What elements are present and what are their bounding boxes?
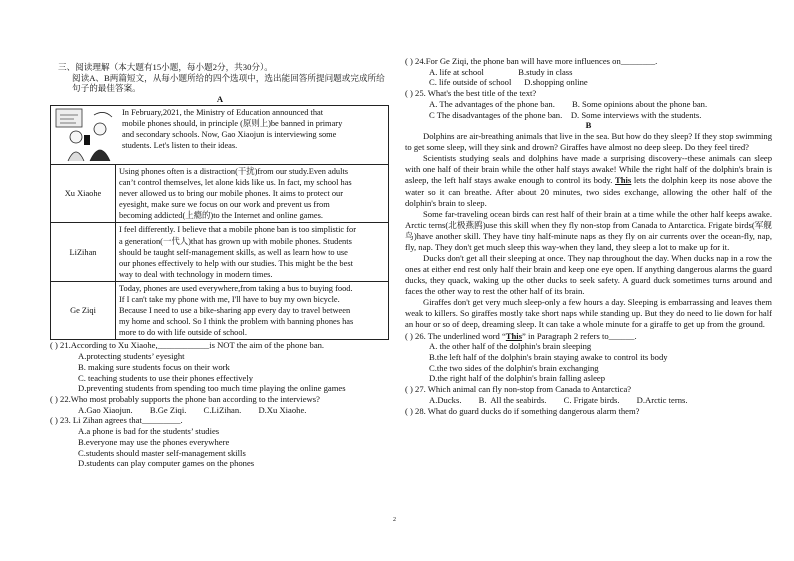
passage-b-paragraph-4: Ducks don't get all their sleeping at once. They nap throughout the day. When ducks nap in a row the ones at either end rest only half their brain and keep one eye open. If anything dangerous alarms the guard ducks, they quack, waking up the other ducks to seek safety. A guard duck sometimes turns around and faces the other way to rest the other half of its brain.	[405, 253, 772, 297]
option: C The disadvantages of the phone ban. D. Some interviews with the students.	[429, 109, 702, 120]
table-row	[51, 164, 389, 222]
option: B. making sure students focus on their work	[78, 361, 230, 372]
text-line: If I can't take my phone with me, I'll have to buy my own bicycle.	[119, 294, 340, 304]
intro-line-3: and secondary schools. Now, Gao Xiaojun is interviewing some	[122, 130, 337, 140]
page-number: 2	[393, 517, 396, 523]
text-line: Because I need to use a bike-sharing app every day to travel between	[119, 306, 351, 316]
stem-part: ( ) 26. The underlined word “	[405, 330, 506, 341]
option: C. teaching students to use their phones effectively	[78, 372, 254, 383]
option: D.preventing students from spending too much time playing the online games	[78, 383, 346, 394]
text-line: more to do with life outside of school.	[119, 328, 247, 338]
question-stem: ( ) 22.Who most probably supports the phone ban according to the interviews?	[50, 394, 320, 405]
question-23	[50, 415, 390, 469]
question-stem: ( ) 21.According to Xu Xiaohe,____________is NOT the aim of the phone ban.	[50, 340, 325, 351]
intro-line-4: students. Let's listen to their ideas.	[122, 141, 238, 151]
speaker-name: Xu Xiaohe	[51, 164, 116, 222]
intro-line-2: mobile phones should, in principle (原则上)be banned in primary	[122, 119, 343, 129]
passage-b-paragraph-5: Giraffes don't get very much sleep-only a few hours a day. Sleeping is embarrassing and leaves them weak to killers. So giraffes mostly take short naps while standing up. But they do need to lie down for half an hour or so of deep, dreaming sleep. It can take a whole minute for a giraffe to get up from the ground.	[405, 297, 772, 330]
intro-cell	[51, 105, 389, 164]
question-stem	[405, 331, 772, 342]
interview-illustration-icon	[54, 107, 118, 163]
option: C.the two sides of the dolphin's brain exchanging	[429, 362, 599, 373]
question-stem: ( ) 24.For Ge Ziqi, the phone ban will have more influences on________.	[405, 56, 658, 66]
table-row	[51, 223, 389, 281]
option: A. the other half of the dolphin's brain sleeping	[429, 341, 592, 352]
question-24	[405, 56, 772, 88]
question-22	[50, 394, 390, 415]
question-stem: ( ) 28. What do guard ducks do if something dangerous alarm them?	[405, 405, 640, 416]
option: A.Ducks. B. All the seabirds. C. Frigate birds. D.Arctic terns.	[429, 394, 688, 405]
text-line: our phones effectively to help with our studies. This might be the best	[119, 258, 353, 268]
question-stem: ( ) 27. Which animal can fly non-stop from Canada to Antarctica?	[405, 384, 632, 395]
right-column	[405, 56, 772, 416]
text-line: never allowed us to bring our mobile phones. It aims to protect our	[119, 189, 343, 199]
section-instruction: 阅读A、B两篇短文，从每小题所给的四个选项中，选出能回答所提问题或完成所给句子的最佳答案。	[72, 72, 385, 94]
text-line: my home and school. So I think the problem with banning phones has	[119, 317, 354, 327]
option: A.protecting students’ eyesight	[78, 351, 185, 362]
left-column	[50, 62, 390, 469]
text-line: becoming addicted(上瘾的)to the Internet and online games.	[119, 211, 323, 221]
text-line: Today, phones are used everywhere,from taking a bus to buying food.	[119, 283, 353, 293]
question-26	[405, 331, 772, 385]
speaker-text	[116, 281, 389, 339]
passage-a-label: A	[216, 94, 224, 105]
option: D.the right half of the dolphin's brain falling asleep	[429, 373, 606, 384]
option: C.students should master self-management skills	[78, 447, 246, 458]
option: A. The advantages of the phone ban. B. Some opinions about the phone ban.	[429, 98, 708, 109]
paragraph-2-text-cont: lets the dolphin keep its nose above the water so it can breathe. After about 20 minutes, two sides exchange, allowing the other half of the dolphin's brain to sleep.	[405, 175, 772, 208]
speaker-name: LiZihan	[51, 223, 116, 281]
speaker-text	[116, 223, 389, 281]
paragraph-2-text: Scientists studying seals and dolphins have made a surprising discovery--these animals can sleep with one half of their brain while the other half stays awake! While the right half of the dolphin's brain is asleep, the left half stays awake enough to control its body.	[405, 153, 772, 186]
question-27	[405, 384, 772, 405]
stem-part: ” in Paragraph 2 refers to______.	[522, 330, 637, 341]
intro-line-1: In February,2021, the Ministry of Education announced that	[122, 107, 324, 117]
passage-b-paragraph-2	[405, 153, 772, 208]
passage-b-label: B	[585, 120, 592, 131]
section-heading: 三、阅读理解（本大题有15小题，每小题2分，共30分）。	[58, 62, 273, 72]
underlined-word: This	[505, 330, 523, 341]
text-line: Using phones often is a distraction(干扰)from our study.Even adults	[119, 166, 349, 176]
table-row	[51, 281, 389, 339]
question-25	[405, 88, 772, 120]
option: B.everyone may use the phones everywhere	[78, 436, 230, 447]
speaker-name: Ge Ziqi	[51, 281, 116, 339]
question-21	[50, 340, 390, 394]
question-stem: ( ) 25. What's the best title of the text?	[405, 88, 537, 99]
text-line: a generation(一代人)that has grown up with mobile phones. Students	[119, 236, 352, 246]
passage-b-paragraph-1: Dolphins are air-breathing animals that live in the sea. But how do they sleep? If they stop swimming to get some sleep, will they sink and drown? Giraffes have almost no deep sleep. Do they feel tired?	[405, 131, 772, 153]
text-line: eyesight, make sure we focus on our work and prevent us from	[119, 200, 330, 210]
option: B.the left half of the dolphin's brain staying awake to control its body	[429, 352, 668, 363]
text-line: should be taught self-management skills, as well as learn how to use	[119, 247, 348, 257]
option: A.a phone is bad for the students’ studies	[78, 426, 220, 437]
question-28	[405, 406, 772, 417]
option: A.Gao Xiaojun. B.Ge Ziqi. C.LiZihan. D.Xu Xiaohe.	[78, 404, 307, 415]
speaker-text	[116, 164, 389, 222]
interview-table	[50, 105, 389, 340]
text-line: I feel differently. I believe that a mobile phone ban is too simplistic for	[119, 225, 356, 235]
option: C. life outside of school D.shopping online	[429, 77, 588, 88]
passage-b-paragraph-3: Some far-traveling ocean birds can rest half of their brain at a time while the other half keeps awake. Arctic terns(北极燕鸥)use this skill when they fly non-stop from Canada to Antarctica. Frigate birds(军舰鸟)have another skill. They have tiny half-minute naps as they fly on air currents over the ocean-fly, nap, fly, nap. They don't get much sleep this way-when they land, they sleep a lot to make up for it.	[405, 208, 772, 252]
intro-row	[51, 105, 389, 164]
text-line: way to deal with technology in modern times.	[119, 269, 273, 279]
question-stem: ( ) 23. Li Zihan agrees that_________.	[50, 415, 183, 426]
underlined-this: This	[615, 175, 632, 186]
option: D.students can play computer games on the phones	[78, 458, 255, 469]
text-line: can’t control themselves, let alone kids like us. In fact, my school has	[119, 178, 352, 188]
option: A. life at school B.study in class	[429, 66, 573, 77]
